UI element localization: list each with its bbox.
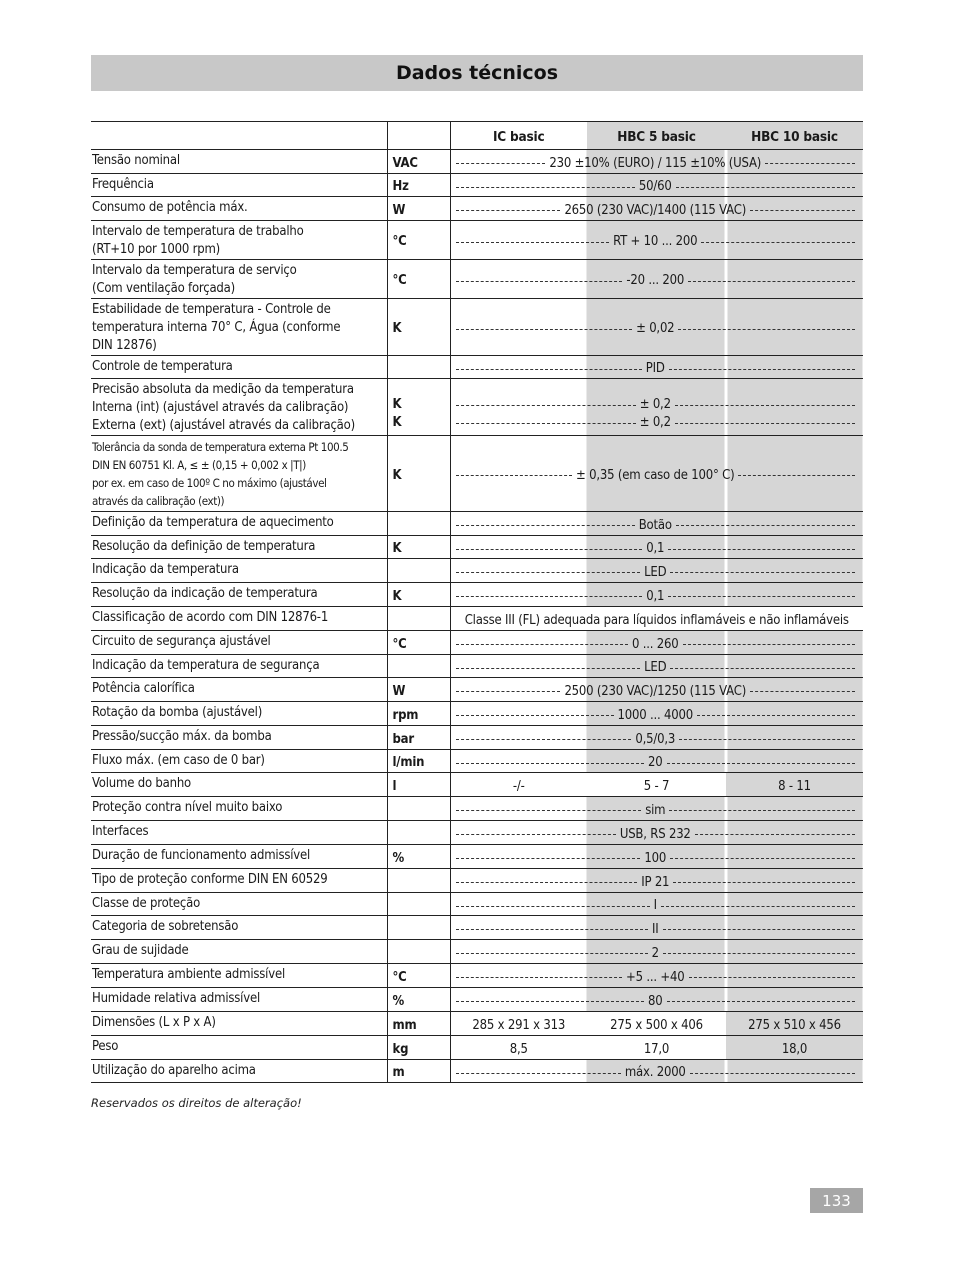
dashed-value-line: [451, 360, 864, 378]
row-unit: K: [387, 436, 450, 512]
dashed-value-line: [451, 850, 864, 868]
row-value-text: 2: [651, 945, 659, 961]
row-value-text: 0,1: [646, 541, 665, 556]
table-row: [91, 150, 863, 174]
row-value-text: sim: [645, 802, 666, 818]
table-row: [91, 1012, 863, 1036]
row-label-line: Resolução da definição de temperatura: [92, 539, 316, 554]
dashed-value-line: [451, 993, 864, 1011]
table-row: [91, 940, 863, 964]
dashed-value-line: [451, 564, 864, 582]
row-value-spanning: [450, 150, 863, 174]
row-label: [91, 260, 387, 299]
table-row: [91, 631, 863, 655]
row-value-text: ± 0,2: [639, 415, 671, 430]
row-label-line: Dimensões (L x P x A): [92, 1015, 216, 1030]
row-value-spanning: [450, 893, 863, 916]
row-value-text: 0,5/0,3: [635, 731, 676, 747]
dashed-value-line: [451, 414, 864, 432]
row-value-text: LED: [644, 564, 667, 580]
row-label-line: Indicação da temperatura: [92, 562, 239, 577]
row-value-spanning: [450, 197, 863, 221]
row-unit: K: [387, 583, 450, 607]
row-label-line: Potência calorífica: [92, 681, 195, 696]
row-value-text: 80: [648, 993, 663, 1009]
table-row: [91, 536, 863, 559]
row-label-line: Interfaces: [92, 824, 149, 839]
table-row: [91, 1060, 863, 1083]
row-unit: [387, 893, 450, 916]
row-unit: W: [387, 678, 450, 702]
row-label-line: Peso: [92, 1039, 119, 1054]
row-value-cell: 18,0: [726, 1036, 863, 1060]
row-value-spanning: [450, 260, 863, 299]
row-label: [91, 1036, 387, 1060]
row-value-text: máx. 2000: [624, 1065, 686, 1080]
dashed-value-line: [451, 826, 864, 844]
dashed-value-line: [451, 517, 864, 535]
table-row: [91, 260, 863, 299]
row-value-text: II: [652, 921, 659, 937]
row-label-line: Definição da temperatura de aquecimento: [92, 515, 334, 530]
row-value-spanning: [450, 356, 863, 379]
table-row: [91, 797, 863, 821]
row-label-line: Indicação da temperatura de segurança: [92, 658, 320, 673]
table-row: [91, 607, 863, 631]
row-value-spanning: [450, 379, 863, 436]
row-value-cell: 8,5: [450, 1036, 587, 1060]
row-label: [91, 631, 387, 655]
row-unit: m: [387, 1060, 450, 1083]
row-value-spanning: [450, 174, 863, 197]
row-label: [91, 299, 387, 356]
row-unit: [387, 655, 450, 678]
table-row: [91, 174, 863, 197]
row-label: [91, 988, 387, 1012]
row-unit: [387, 940, 450, 964]
footnote: Reservados os direitos de alteração!: [91, 1096, 302, 1110]
table-row: [91, 726, 863, 750]
row-unit: W: [387, 197, 450, 221]
table-row: [91, 845, 863, 869]
row-value-cell: -/-: [450, 773, 587, 797]
row-unit: °C: [387, 964, 450, 988]
row-value-cell: 5 - 7: [587, 773, 726, 797]
row-value-spanning: [450, 797, 863, 821]
table-row: [91, 916, 863, 940]
row-value-text: Botão: [638, 517, 672, 533]
row-value-cell: 8 - 11: [726, 773, 863, 797]
table-row: [91, 379, 863, 436]
row-value-text: 1000 ... 4000: [617, 707, 693, 723]
row-label-line: Temperatura ambiente admissível: [92, 967, 285, 982]
row-label: [91, 726, 387, 750]
row-unit: K: [387, 536, 450, 559]
row-value-text: 0 ... 260: [631, 636, 679, 652]
dashed-value-line: [451, 540, 864, 558]
row-value-spanning: [450, 678, 863, 702]
row-value-text: ± 0,2: [639, 397, 671, 412]
row-value-spanning: [450, 940, 863, 964]
table-row: [91, 821, 863, 845]
row-label-line: Tensão nominal: [92, 153, 180, 168]
row-label-line: através da calibração (ext)): [92, 494, 225, 508]
dashed-value-line: [451, 1064, 864, 1082]
row-label-line: Tipo de proteção conforme DIN EN 60529: [92, 872, 328, 887]
row-unit: °C: [387, 221, 450, 260]
row-unit: mm: [387, 1012, 450, 1036]
dashed-value-line: [451, 754, 864, 772]
dashed-value-line: [451, 707, 864, 725]
row-label-line: Rotação da bomba (ajustável): [92, 705, 263, 720]
row-value-spanning: [450, 988, 863, 1012]
row-value-spanning: [450, 299, 863, 356]
row-value-spanning: [450, 702, 863, 726]
row-value-text: 50/60: [638, 179, 672, 194]
row-label: [91, 916, 387, 940]
row-label-line: DIN EN 60751 Kl. A, ≤ ± (0,15 + 0,002 x |T|): [92, 458, 306, 472]
table-row: [91, 1036, 863, 1060]
row-unit: l: [387, 773, 450, 797]
row-label-line: temperatura interna 70° C, Água (conforme: [92, 320, 341, 335]
table-row: [91, 356, 863, 379]
header-label-cell: [91, 122, 387, 150]
row-label: [91, 750, 387, 773]
row-label-line: Categoria de sobretensão: [92, 919, 239, 934]
row-label-line: Controle de temperatura: [92, 359, 233, 374]
row-label-line: Intervalo da temperatura de serviço: [92, 263, 297, 278]
row-label: [91, 845, 387, 869]
row-label: [91, 1012, 387, 1036]
row-label: [91, 583, 387, 607]
row-value-spanning: [450, 845, 863, 869]
row-value-spanning: [450, 512, 863, 536]
page-number: 133: [810, 1188, 863, 1213]
table-row: [91, 197, 863, 221]
row-label-line: Fluxo máx. (em caso de 0 bar): [92, 753, 265, 768]
table-row: [91, 893, 863, 916]
row-value-text: 230 ±10% (EURO) / 115 ±10% (USA): [549, 155, 762, 171]
dashed-value-line: [451, 233, 864, 251]
row-unit: K K: [387, 379, 450, 436]
row-label: [91, 174, 387, 197]
column-header-hbc10-basic: HBC 10 basic: [726, 122, 863, 150]
dashed-value-line: [451, 897, 864, 915]
row-label-line: Circuito de segurança ajustável: [92, 634, 271, 649]
row-value-text: 2650 (230 VAC)/1400 (115 VAC): [564, 202, 747, 218]
column-header-hbc5-basic: HBC 5 basic: [587, 122, 726, 150]
row-unit: °C: [387, 631, 450, 655]
header-unit-cell: [387, 122, 450, 150]
row-label-line: Consumo de potência máx.: [92, 200, 248, 215]
table-row: [91, 436, 863, 512]
row-value-text: I: [653, 898, 657, 913]
row-label-line: DIN 12876): [92, 338, 157, 353]
row-value-text: 100: [644, 850, 667, 866]
row-label: [91, 512, 387, 536]
row-label-line: Resolução da indicação de temperatura: [92, 586, 318, 601]
row-unit: [387, 607, 450, 631]
row-label-line: Classificação de acordo com DIN 12876-1: [92, 610, 329, 625]
row-label: [91, 1060, 387, 1083]
row-label-line: Humidade relativa admissível: [92, 991, 260, 1006]
row-label-line: (RT+10 por 1000 rpm): [92, 242, 221, 257]
dashed-value-line: [451, 802, 864, 820]
dashed-value-line: [451, 731, 864, 749]
row-value-spanning: [450, 631, 863, 655]
row-label: [91, 821, 387, 845]
dashed-value-line: [451, 320, 864, 338]
row-value-cell: 285 x 291 x 313: [450, 1012, 587, 1036]
dashed-value-line: [451, 683, 864, 701]
table-row: [91, 655, 863, 678]
row-label-line: Externa (ext) (ajustável através da calibração): [92, 418, 355, 433]
row-label: [91, 607, 387, 631]
dashed-value-line: [451, 272, 864, 290]
dashed-value-line: [451, 178, 864, 196]
table-row: [91, 221, 863, 260]
dashed-value-line: [451, 467, 864, 485]
row-value-text: +5 ... +40: [626, 969, 685, 985]
dashed-value-line: [451, 588, 864, 606]
dashed-value-line: [451, 874, 864, 892]
row-label-line: Proteção contra nível muito baixo: [92, 800, 283, 815]
row-value-spanning: [450, 750, 863, 773]
row-unit: [387, 356, 450, 379]
row-label: [91, 436, 387, 512]
row-unit: [387, 821, 450, 845]
row-label-line: Grau de sujidade: [92, 943, 189, 958]
row-label: [91, 773, 387, 797]
row-label-line: por ex. em caso de 100º C no máximo (ajustável: [92, 476, 327, 490]
row-value-cell: 275 x 500 x 406: [587, 1012, 726, 1036]
row-unit: %: [387, 988, 450, 1012]
row-label: [91, 197, 387, 221]
row-unit: [387, 916, 450, 940]
row-value-spanning: [450, 655, 863, 678]
column-header-ic-basic: IC basic: [450, 122, 587, 150]
row-label-line: Volume do banho: [92, 776, 191, 791]
row-value-text: Classe III (FL) adequada para líquidos inflamáveis e não inflamáveis: [464, 613, 849, 628]
row-label-line: Classe de proteção: [92, 896, 201, 911]
row-label: [91, 893, 387, 916]
row-unit: °C: [387, 260, 450, 299]
table-row: [91, 773, 863, 797]
table-row: [91, 512, 863, 536]
row-unit: Hz: [387, 174, 450, 197]
dashed-value-line: [451, 921, 864, 939]
row-unit: %: [387, 845, 450, 869]
row-label: [91, 869, 387, 893]
row-label: [91, 655, 387, 678]
row-unit: VAC: [387, 150, 450, 174]
row-value-spanning: [450, 869, 863, 893]
table-row: [91, 750, 863, 773]
row-label: [91, 678, 387, 702]
row-value-text: IP 21: [641, 874, 670, 890]
row-label-line: Precisão absoluta da medição da temperatura: [92, 382, 354, 397]
row-label-line: Frequência: [92, 177, 154, 192]
dashed-value-line: [451, 969, 864, 987]
row-value-text: USB, RS 232: [619, 826, 691, 842]
row-label: [91, 536, 387, 559]
row-label: [91, 221, 387, 260]
row-value-text: -20 ... 200: [626, 273, 685, 288]
dashed-value-line: [451, 202, 864, 220]
row-label-line: Utilização do aparelho acima: [92, 1063, 256, 1078]
row-unit: kg: [387, 1036, 450, 1060]
row-value-text: ± 0,35 (em caso de 100° C): [576, 467, 735, 483]
row-value-text: 20: [648, 755, 663, 770]
table-row: [91, 869, 863, 893]
row-value-spanning: [450, 536, 863, 559]
dashed-value-line: [451, 659, 864, 677]
table-row: [91, 299, 863, 356]
row-unit: [387, 512, 450, 536]
row-value-spanning: [450, 726, 863, 750]
row-value-text: PID: [645, 361, 665, 376]
row-label: [91, 356, 387, 379]
row-value-text: RT + 10 ... 200: [613, 234, 698, 249]
table-row: [91, 964, 863, 988]
row-unit: [387, 869, 450, 893]
row-value-spanning: [450, 559, 863, 583]
row-value-cell: 17,0: [587, 1036, 726, 1060]
row-label-line: Duração de funcionamento admissível: [92, 848, 311, 863]
row-label: [91, 150, 387, 174]
row-label-line: Estabilidade de temperatura - Controle de: [92, 302, 331, 317]
row-label-line: Tolerância da sonda de temperatura externa Pt 100.5: [92, 440, 349, 454]
table-row: [91, 702, 863, 726]
row-unit: [387, 797, 450, 821]
row-unit: rpm: [387, 702, 450, 726]
row-value-spanning: [450, 916, 863, 940]
row-value-cell: 275 x 510 x 456: [726, 1012, 863, 1036]
row-label-line: (Com ventilação forçada): [92, 281, 235, 296]
row-label-line: Interna (int) (ajustável através da calibração): [92, 400, 349, 415]
row-value-spanning: [450, 964, 863, 988]
row-value-text: ± 0,02: [636, 321, 675, 336]
page-title: Dados técnicos: [91, 55, 863, 91]
row-label: [91, 964, 387, 988]
row-label-line: Pressão/sucção máx. da bomba: [92, 729, 272, 744]
row-value-spanning: [450, 607, 863, 631]
dashed-value-line: [451, 155, 864, 173]
dashed-value-line: [451, 396, 864, 414]
row-value-spanning: [450, 583, 863, 607]
row-unit: [387, 559, 450, 583]
row-label-line: Intervalo de temperatura de trabalho: [92, 224, 304, 239]
row-unit: l/min: [387, 750, 450, 773]
row-unit: bar: [387, 726, 450, 750]
row-unit: K: [387, 299, 450, 356]
row-label: [91, 379, 387, 436]
row-label: [91, 797, 387, 821]
row-label: [91, 940, 387, 964]
table-header-row: [91, 122, 863, 150]
dashed-value-line: [451, 636, 864, 654]
row-value-spanning: [450, 1060, 863, 1083]
table-row: [91, 988, 863, 1012]
row-value-spanning: [450, 436, 863, 512]
row-value-text: 0,1: [646, 588, 665, 604]
row-value-text: LED: [644, 660, 667, 675]
table-row: [91, 678, 863, 702]
row-value-spanning: [450, 221, 863, 260]
row-value-spanning: [450, 821, 863, 845]
row-label: [91, 702, 387, 726]
row-value-text: 2500 (230 VAC)/1250 (115 VAC): [564, 683, 747, 699]
table-row: [91, 583, 863, 607]
row-label: [91, 559, 387, 583]
dashed-value-line: [451, 945, 864, 963]
technical-data-table: [91, 121, 863, 1083]
table-row: [91, 559, 863, 583]
